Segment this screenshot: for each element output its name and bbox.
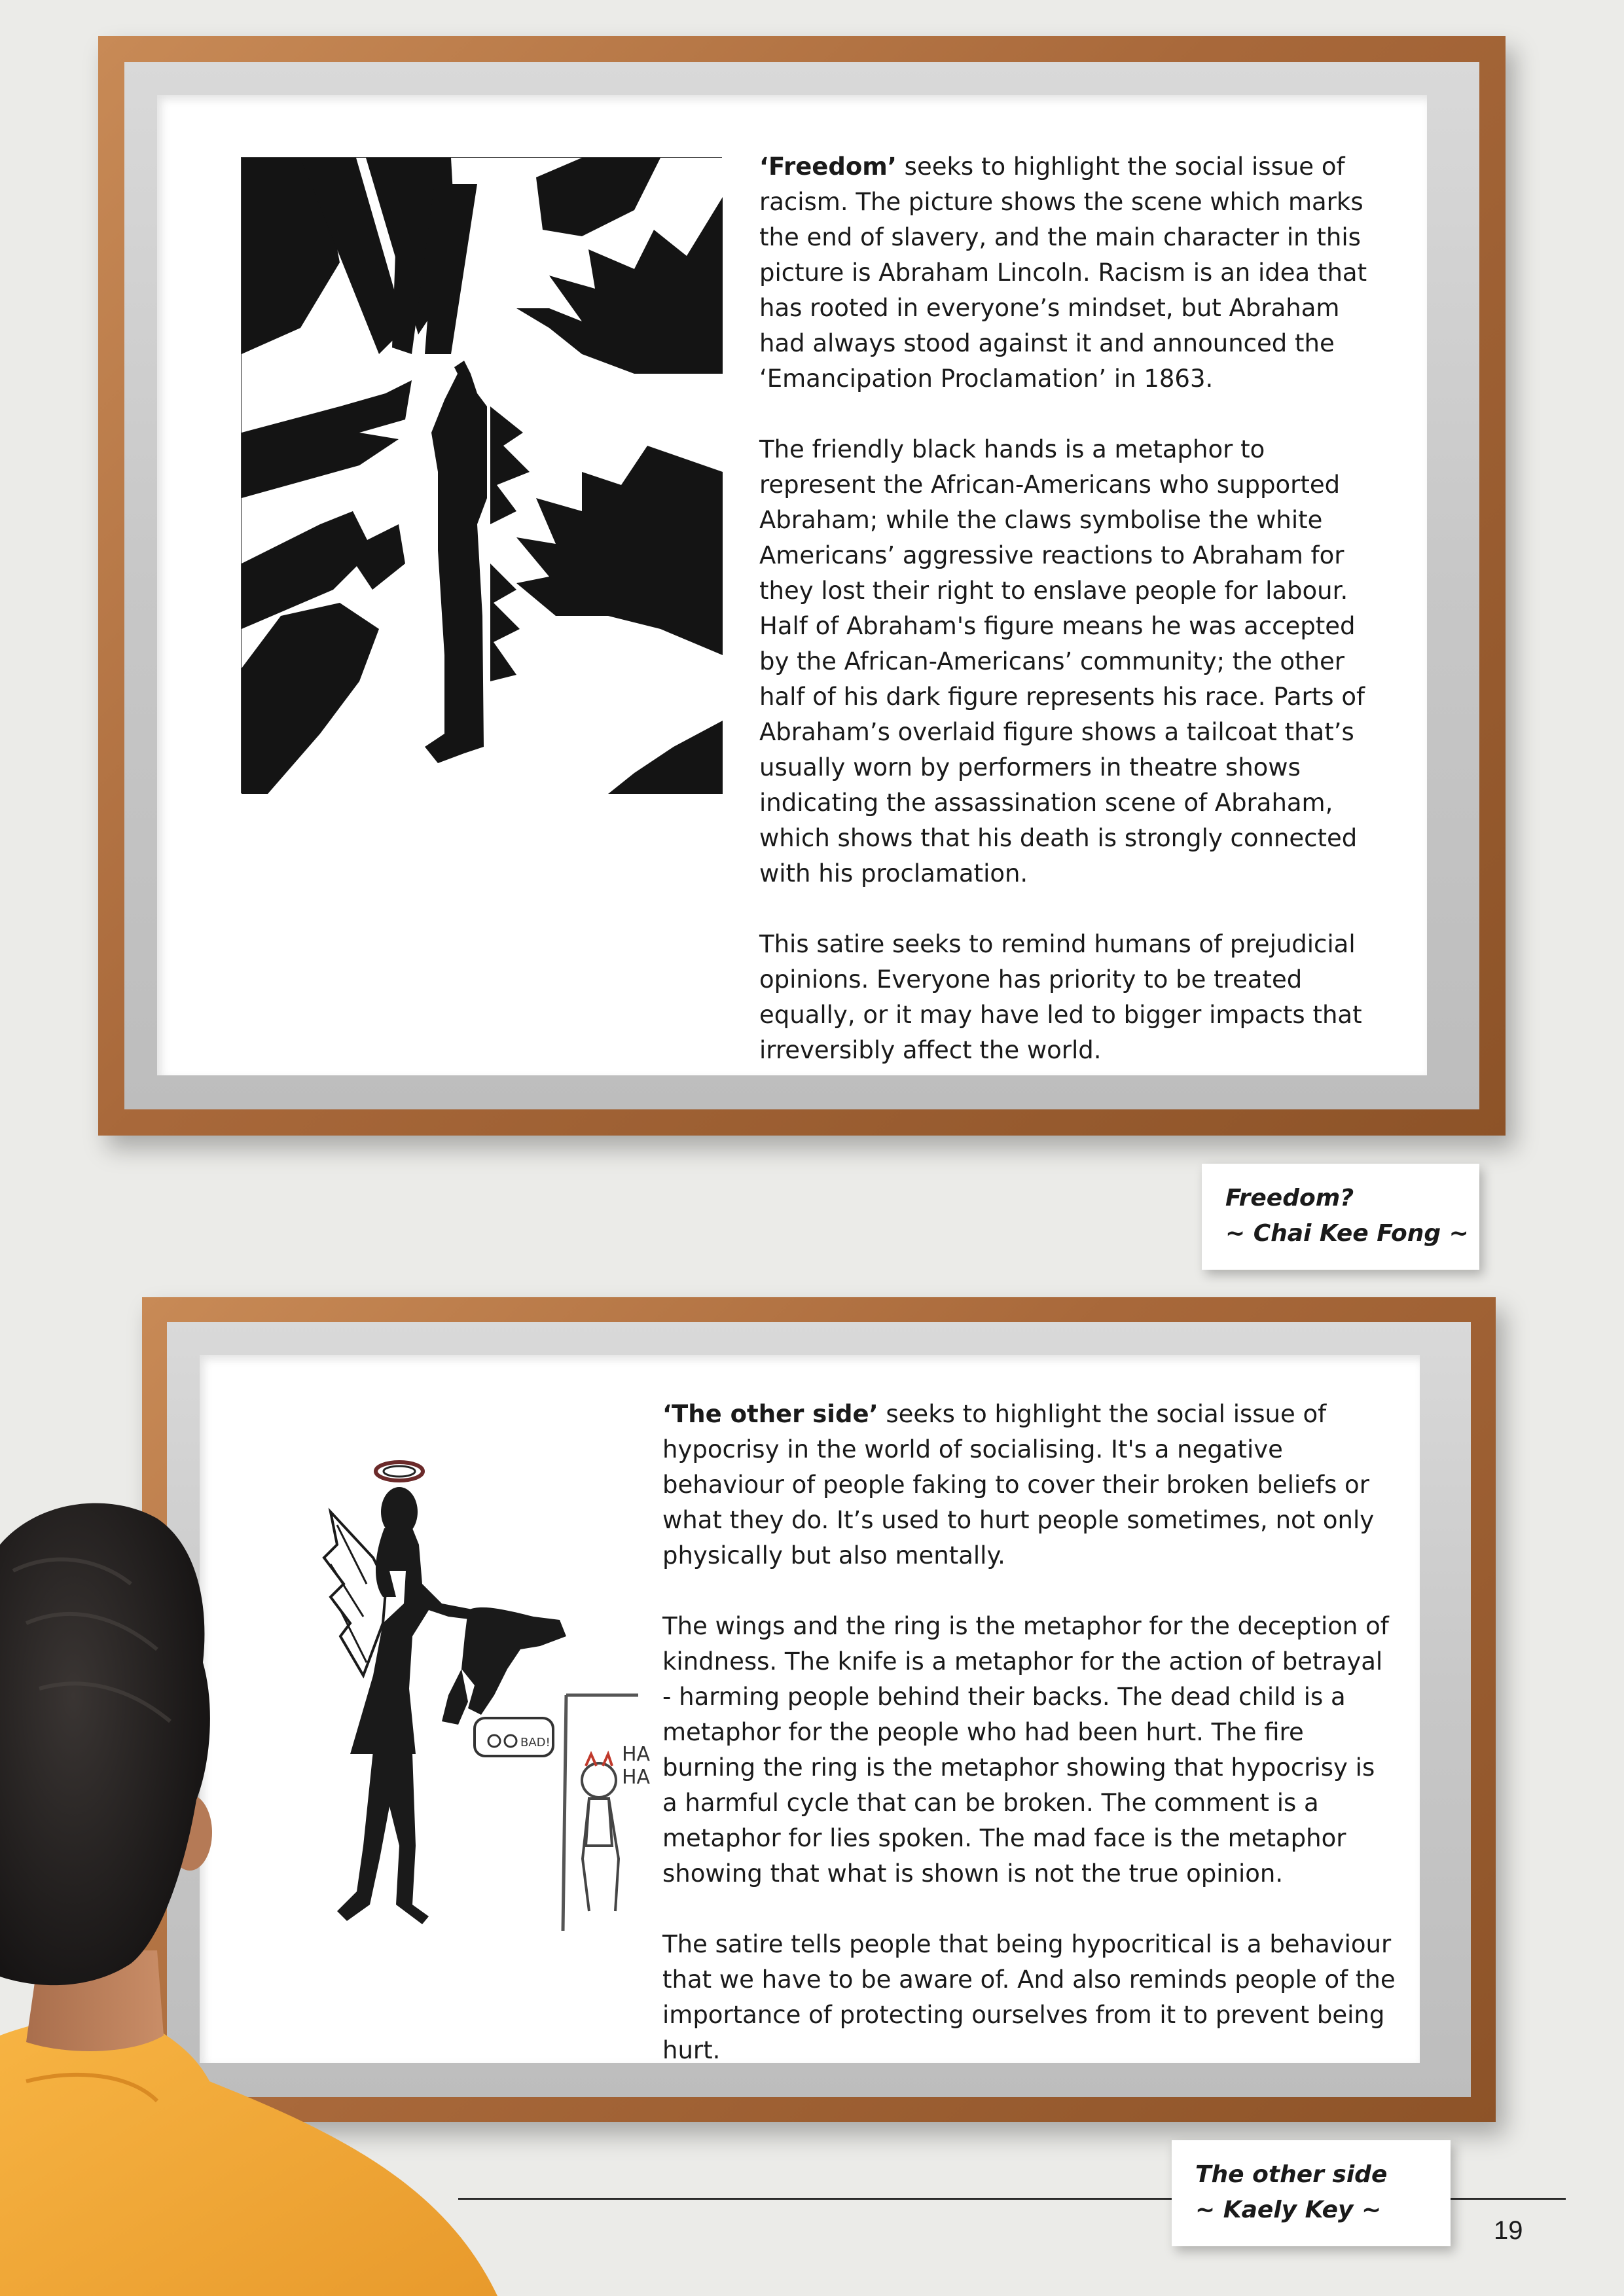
essay-other-side-paragraph-2: The wings and the ring is the metaphor for the deception of kindness. The knife is a metaphor for the action of betrayal - harming people behind their backs. The dead child is a metaphor for the people who had been hurt. The fire burning the ring is the metaphor showing that hypocrisy is a harmful cycle that can be broken. The comment is a metaphor for lies spoken. The mad face is the metaphor showing that what is shown is not the true opinion. [662,1612,1389,1888]
drawing-laugh-text-1: HA [622,1743,651,1766]
essay-freedom-paragraph-3: This satire seeks to remind humans of prejudicial opinions. Everyone has priority to be treated equally, or it may have led to bigger impacts that irreversibly affect the world. [759,930,1362,1064]
drawing-laugh-text-2: HA [622,1766,651,1789]
essay-freedom-paragraph-2: The friendly black hands is a metaphor to represent the African-Americans who supported Abraham; while the claws symbolise the white Americans’ aggressive reactions to Abraham for they lost their right to enslave people for labour. Half of Abraham's figure means he was accepted by the African-Americans’ community; the other half of his dark figure represents his race. Parts of Abraham’s overlaid figure shows a tailcoat that’s usually worn by performers in theatre shows indicating the assassination scene of Abraham, which shows that his death is strongly connected with his proclamation. [759,435,1365,888]
essay-other-side-paragraph-1: ‘The other side’ seeks to highlight the social issue of hypocrisy in the world of socialising. It's a negative behaviour of people faking to cover their broken beliefs or what they do. It’s used to hurt people sometimes, not only physically but also mentally. [662,1400,1375,1570]
artwork-freedom [241,157,722,793]
caption-freedom-author: ~ Chai Kee Fong ~ [1225,1220,1469,1247]
caption-card-other-side [1172,2140,1451,2246]
essay-freedom-title: ‘Freedom’ [759,152,897,181]
caption-freedom-title: Freedom? [1225,1185,1354,1211]
essay-other-side [662,1397,1396,2068]
essay-freedom-paragraph-1: ‘Freedom’ seeks to highlight the social issue of racism. The picture shows the scene which marks the end of slavery, and the main character in this picture is Abraham Lincoln. Racism is an idea that has rooted in everyone’s mindset, but Abraham had always stood against it and announced the ‘Emancipation Proclamation’ in 1863. [759,152,1367,393]
essay-freedom [759,149,1388,1068]
gallery-viewer-person [0,1492,511,2296]
caption-other-side-author: ~ Kaely Key ~ [1195,2197,1382,2223]
freedom-linocut-image [242,158,723,794]
drawing-bubble-text: BAD! [520,1736,550,1749]
essay-other-side-paragraph-3: The satire tells people that being hypocritical is a behaviour that we have to be aware of. And also reminds people of the importance of protecting ourselves from it to prevent being hurt. [662,1930,1396,2064]
caption-card-freedom [1202,1164,1479,1270]
essay-other-side-title: ‘The other side’ [662,1400,878,1428]
viewer-silhouette-image [0,1492,511,2296]
caption-other-side-title: The other side [1195,2161,1388,2188]
page-number: 19 [1494,2216,1523,2245]
